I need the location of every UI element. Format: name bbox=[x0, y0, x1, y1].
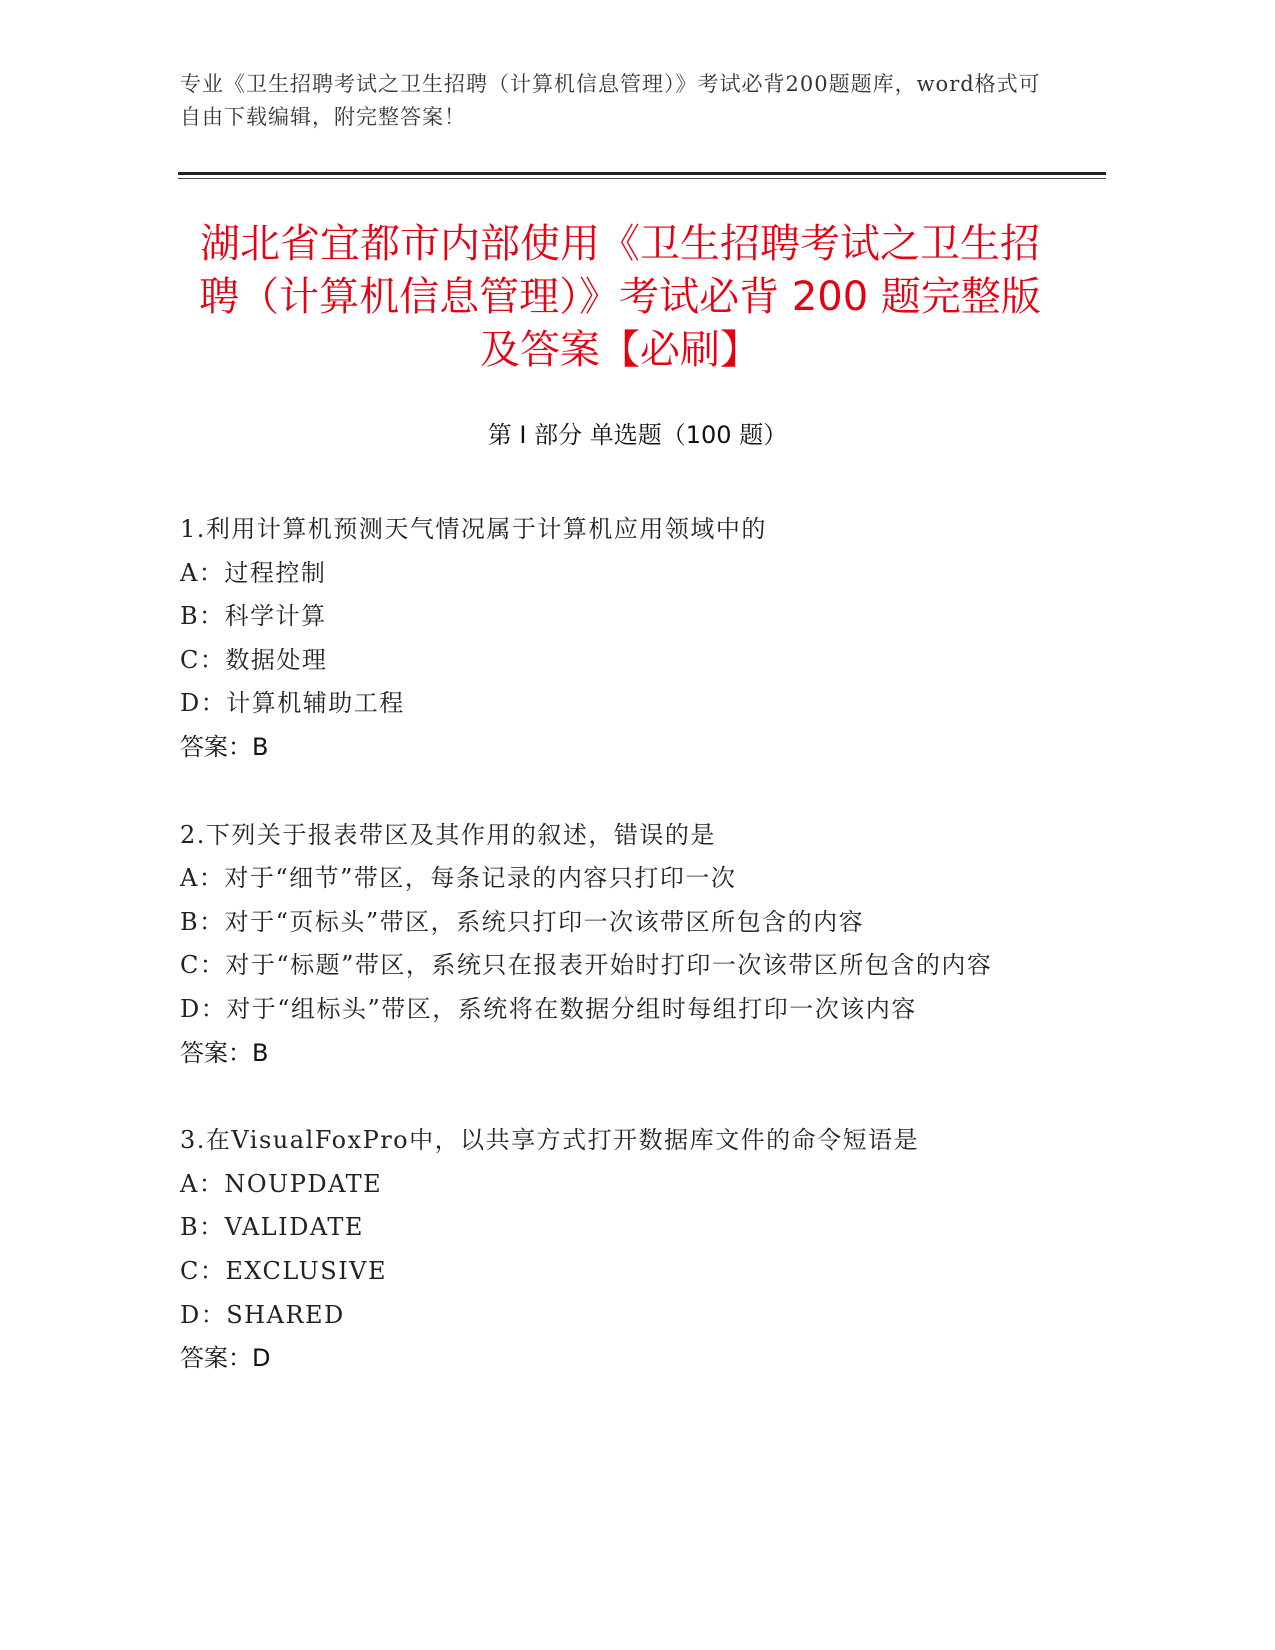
question-2 bbox=[180, 814, 1040, 1076]
option-b: B：对于“页标头”带区，系统只打印一次该带区所包含的内容 bbox=[180, 907, 865, 936]
header-rule-thin bbox=[178, 178, 1106, 179]
answer: 答案：D bbox=[180, 1344, 271, 1373]
option-b: B：科学计算 bbox=[180, 602, 327, 631]
section-heading: 第 I 部分 单选题（100 题） bbox=[487, 421, 788, 449]
question-list bbox=[180, 508, 1040, 1425]
question-stem: 1.利用计算机预测天气情况属于计算机应用领域中的 bbox=[180, 515, 767, 543]
header-rule-thick bbox=[178, 172, 1106, 175]
document-title: 湖北省宜都市内部使用《卫生招聘考试之卫生招聘（计算机信息管理）》考试必背 200 题完整版及答案【必刷】 bbox=[199, 221, 1041, 373]
option-a: A：过程控制 bbox=[180, 558, 327, 587]
option-d: D：计算机辅助工程 bbox=[180, 689, 405, 718]
answer: 答案：B bbox=[180, 732, 269, 761]
question-stem: 2.下列关于报表带区及其作用的叙述，错误的是 bbox=[180, 820, 716, 849]
option-c: C：对于“标题”带区，系统只在报表开始时打印一次该带区所包含的内容 bbox=[180, 951, 993, 980]
question-1 bbox=[180, 508, 1040, 770]
option-d: D：SHARED bbox=[180, 1300, 345, 1329]
question-3 bbox=[180, 1119, 1040, 1381]
question-stem: 3.在VisualFoxPro中，以共享方式打开数据库文件的命令短语是 bbox=[180, 1126, 920, 1155]
option-a: A：对于“细节”带区，每条记录的内容只打印一次 bbox=[180, 864, 737, 893]
option-c: C：数据处理 bbox=[180, 645, 328, 674]
option-a: A：NOUPDATE bbox=[180, 1169, 383, 1198]
option-b: B：VALIDATE bbox=[180, 1213, 364, 1242]
option-c: C：EXCLUSIVE bbox=[180, 1256, 388, 1285]
header-note: 专业《卫生招聘考试之卫生招聘（计算机信息管理）》考试必背200题题库，word格式可自由下载编辑，附完整答案！ bbox=[180, 72, 1041, 129]
option-d: D：对于“组标头”带区，系统将在数据分组时每组打印一次该内容 bbox=[180, 994, 917, 1023]
answer: 答案：B bbox=[180, 1038, 269, 1067]
